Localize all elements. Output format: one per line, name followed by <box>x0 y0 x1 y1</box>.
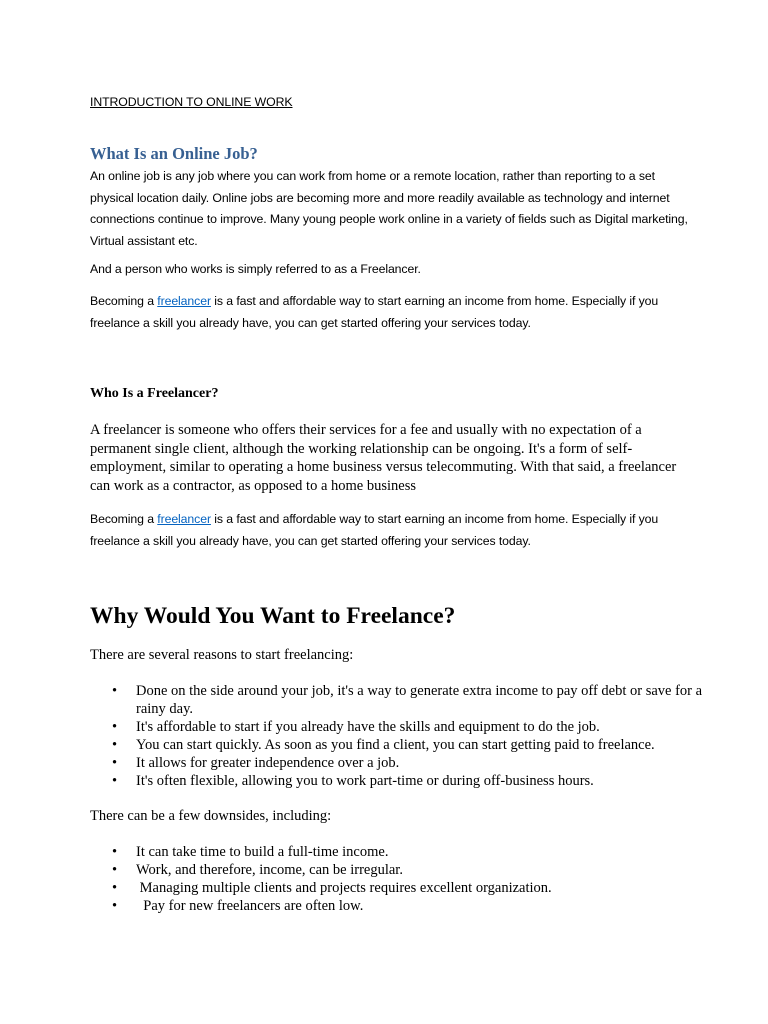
becoming-prefix: Becoming a <box>90 512 158 526</box>
downsides-list <box>90 843 710 915</box>
list-item <box>90 718 710 736</box>
paragraph-reasons-intro: There are several reasons to start freelancing: <box>90 647 354 663</box>
list-item-text: It's often flexible, allowing you to work part-time or during off-business hours. <box>136 773 594 789</box>
intro-heading: INTRODUCTION TO ONLINE WORK <box>90 95 293 109</box>
bullet-icon: • <box>112 880 118 896</box>
list-item <box>90 897 710 915</box>
list-item <box>90 736 710 754</box>
paragraph-online-job: An online job is any job where you can work from home or a remote location, rather than reporting to a set physical location daily. Online jobs are becoming more and more readily available as technology and internet connections continue to improve. Many young people work online in a variety of fields such as Digital marketing, Virtual assistant etc. <box>90 169 688 248</box>
bullet-icon: • <box>112 898 118 914</box>
freelancer-link[interactable]: freelancer <box>157 294 211 308</box>
freelancer-link[interactable]: freelancer <box>157 512 211 526</box>
list-item <box>90 861 710 879</box>
list-item-text: Work, and therefore, income, can be irregular. <box>136 862 403 878</box>
list-item <box>90 682 710 718</box>
becoming-prefix: Becoming a <box>90 294 158 308</box>
list-item-text: Done on the side around your job, it's a way to generate extra income to pay off debt or save for a rainy day. <box>136 683 703 717</box>
becoming-suffix: is a fast and affordable way to start earning an income from home. Especially if you freelance a skill you already have, you can get started offering your services today. <box>90 294 659 330</box>
list-item-text: Pay for new freelancers are often low. <box>136 898 364 914</box>
bullet-icon: • <box>112 844 118 860</box>
list-item <box>90 843 710 861</box>
section-heading-why-freelance: Why Would You Want to Freelance? <box>90 603 456 629</box>
bullet-icon: • <box>112 773 118 789</box>
bullet-icon: • <box>112 862 118 878</box>
list-item <box>90 772 710 790</box>
bullet-icon: • <box>112 719 118 735</box>
bullet-icon: • <box>112 683 118 699</box>
list-item-text: It can take time to build a full-time income. <box>136 844 389 860</box>
list-item <box>90 754 710 772</box>
list-item <box>90 879 710 897</box>
paragraph-becoming-freelancer-2 <box>90 509 690 552</box>
becoming-suffix: is a fast and affordable way to start earning an income from home. Especially if you freelance a skill you already have, you can get started offering your services today. <box>90 512 659 548</box>
list-item-text: Managing multiple clients and projects requires excellent organization. <box>136 880 552 896</box>
bullet-icon: • <box>112 737 118 753</box>
list-item-text: You can start quickly. As soon as you find a client, you can start getting paid to freelance. <box>136 737 655 753</box>
reasons-list <box>90 682 710 790</box>
section-heading-who-is-freelancer: Who Is a Freelancer? <box>90 386 219 401</box>
paragraph-becoming-freelancer <box>90 291 690 334</box>
paragraph-freelancer-definition: And a person who works is simply referred to as a Freelancer. <box>90 262 421 276</box>
section-heading-online-job: What Is an Online Job? <box>90 144 258 163</box>
paragraph-who-is-freelancer: A freelancer is someone who offers their services for a fee and usually with no expectation of a permanent single client, although the working relationship can be ongoing. It's a form of self-employment, similar to operating a home business versus telecommuting. With that said, a freelancer can work as a contractor, as opposed to a home business <box>90 422 677 494</box>
paragraph-downsides-intro: There can be a few downsides, including: <box>90 808 332 824</box>
list-item-text: It allows for greater independence over a job. <box>136 755 400 771</box>
list-item-text: It's affordable to start if you already have the skills and equipment to do the job. <box>136 719 600 735</box>
bullet-icon: • <box>112 755 118 771</box>
